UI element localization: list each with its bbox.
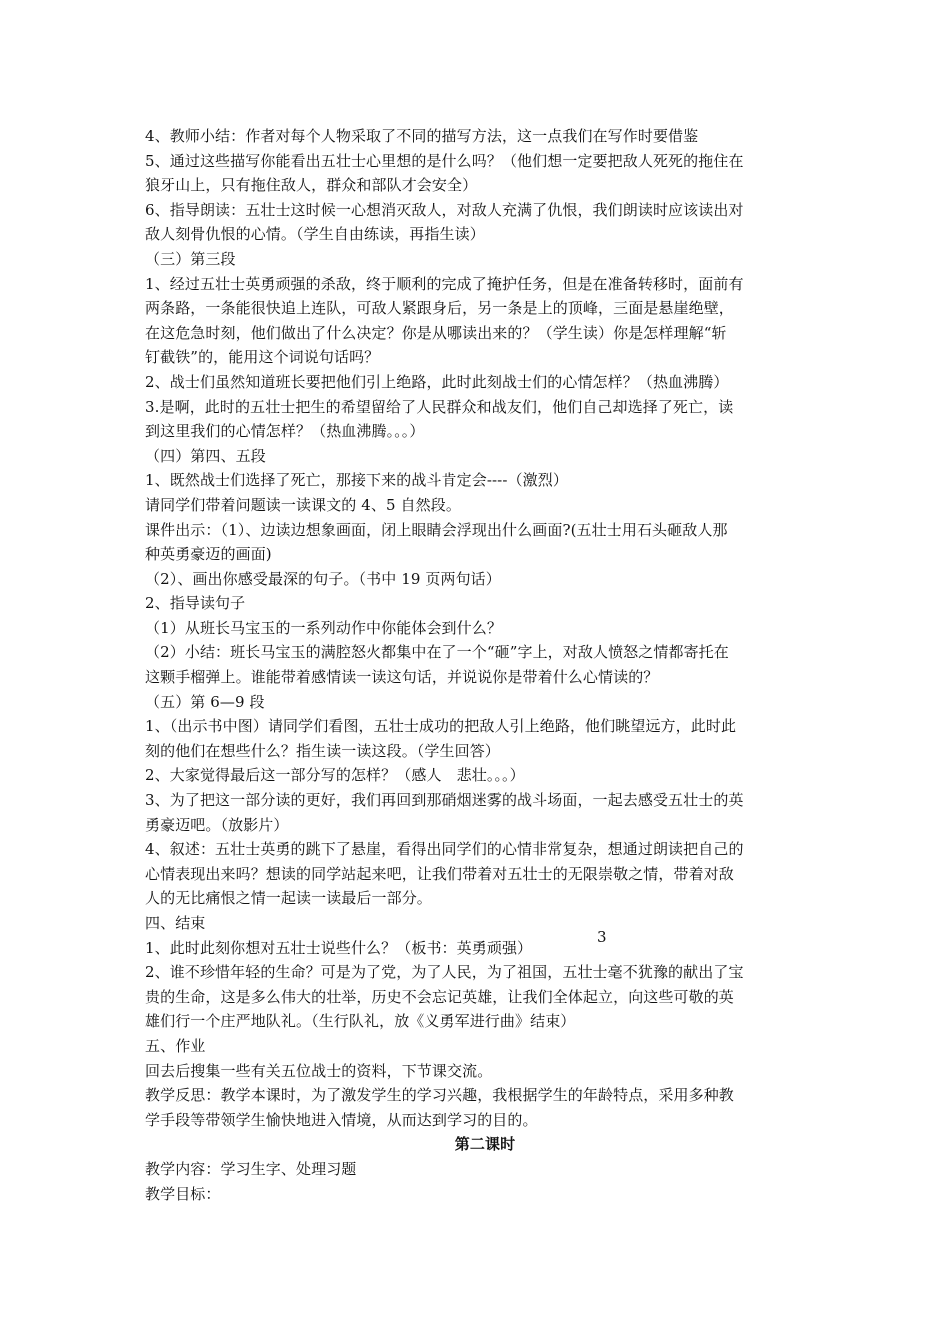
- page-number: 3: [597, 928, 607, 946]
- text-line: 课件出示：（1）、边读边想象画面，闭上眼睛会浮现出什么画面?(五壮士用石头砸敌人那: [145, 520, 728, 539]
- text-line: 教学目标：: [145, 1184, 221, 1203]
- section-title: （五）第 6—9 段: [145, 692, 265, 711]
- text-line: 敌人刻骨仇恨的心情。（学生自由练读，再指生读）: [145, 225, 485, 244]
- text-line: 1、既然战士们选择了死亡，那接下来的战斗肯定会----（激烈）: [145, 471, 568, 490]
- section-title: 四、结束: [145, 914, 206, 932]
- text-line: 刻的他们在想些什么？指生读一读这段。（学生回答）: [145, 741, 500, 760]
- text-line: 贵的生命，这是多么伟大的壮举，历史不会忘记英雄，让我们全体起立，向这些可敬的英: [145, 987, 734, 1006]
- text-line: 1、此时此刻你想对五壮士说些什么？（板书：英勇顽强）: [145, 938, 533, 957]
- text-line: 勇豪迈吧。（放影片）: [145, 815, 289, 834]
- text-line: 人的无比痛恨之情一起读一读最后一部分。: [145, 889, 432, 908]
- text-line: 心情表现出来吗？想读的同学站起来吧，让我们带着对五壮士的无限崇敬之情，带着对敌: [145, 864, 734, 883]
- text-line: 3、为了把这一部分读的更好，我们再回到那硝烟迷雾的战斗场面，一起去感受五壮士的英: [145, 791, 744, 810]
- text-line: 教学内容：学习生字、处理习题: [145, 1159, 357, 1178]
- text-line: 种英勇豪迈的画面): [145, 545, 272, 564]
- text-line: 4、教师小结：作者对每个人物采取了不同的描写方法，这一点我们在写作时要借鉴: [145, 127, 699, 145]
- text-line: 6、指导朗读：五壮士这时候一心想消灭敌人，对敌人充满了仇恨，我们朗读时应该读出对: [145, 200, 744, 219]
- text-line: （2）、画出你感受最深的句子。（书中 19 页两句话）: [145, 569, 501, 588]
- text-line: 1、经过五壮士英勇顽强的杀敌，终于顺利的完成了掩护任务，但是在准备转移时，面前有: [145, 274, 744, 293]
- section-title: （三）第三段: [145, 249, 236, 268]
- section-title: （四）第四、五段: [145, 446, 266, 465]
- text-line: 到这里我们的心情怎样？（热血沸腾。。。）: [145, 422, 425, 441]
- text-line: 2、指导读句子: [145, 594, 246, 613]
- text-line: 1、（出示书中图）请同学们看图，五壮士成功的把敌人引上绝路，他们眺望远方，此时此: [145, 717, 737, 736]
- text-line: 这颗手榴弹上。谁能带着感情读一读这句话，并说说你是带着什么心情读的？: [145, 668, 659, 687]
- text-line: 2、大家觉得最后这一部分写的怎样？（感人 悲壮。。。）: [145, 766, 525, 785]
- text-line: 两条路，一条能很快追上连队，可敌人紧跟身后，另一条是上的顶峰，三面是悬崖绝壁，: [145, 299, 734, 318]
- text-line: 狼牙山上，只有拖住敌人，群众和部队才会安全）: [145, 176, 478, 195]
- text-line: 学手段等带领学生愉快地进入情境，从而达到学习的目的。: [145, 1110, 538, 1129]
- section-title: 五、作业: [145, 1036, 206, 1055]
- text-line: 在这危急时刻，他们做出了什么决定？你是从哪读出来的？（学生读）你是怎样理解“斩: [145, 323, 727, 342]
- text-line: 3.是啊，此时的五壮士把生的希望留给了人民群众和战友们，他们自己却选择了死亡，读: [145, 397, 734, 416]
- text-line: 2、战士们虽然知道班长要把他们引上绝路，此时此刻战士们的心情怎样？（热血沸腾）: [145, 372, 729, 391]
- text-line: 雄们行一个庄严地队礼。（生行队礼，放《义勇军进行曲》结束）: [145, 1012, 576, 1031]
- text-line: （2）小结：班长马宝玉的满腔怒火都集中在了一个“砸”字上，对敌人愤怒之情都寄托在: [145, 643, 729, 662]
- text-line: 请同学们带着问题读一读课文的 4、5 自然段。: [145, 495, 461, 514]
- text-line: 5、通过这些描写你能看出五壮士心里想的是什么吗？（他们想一定要把敌人死死的拖住在: [145, 151, 744, 170]
- text-line: 4、叙述：五壮士英勇的跳下了悬崖，看得出同学们的心情非常复杂，想通过朗读把自己的: [145, 840, 744, 859]
- lesson-heading: 第二课时: [454, 1135, 516, 1154]
- text-line: 教学反思：教学本课时，为了激发学生的学习兴趣，我根据学生的年龄特点，采用多种教: [145, 1086, 734, 1105]
- text-line: 回去后搜集一些有关五位战士的资料，下节课交流。: [145, 1061, 493, 1080]
- text-line: 钉截铁”的，能用这个词说句话吗？: [145, 348, 380, 367]
- document-body: [145, 124, 825, 1206]
- text-line: （1）从班长马宝玉的一系列动作中你能体会到什么？: [145, 618, 502, 637]
- text-line: 2、谁不珍惜年轻的生命？可是为了党，为了人民，为了祖国，五壮士毫不犹豫的献出了宝: [145, 963, 744, 982]
